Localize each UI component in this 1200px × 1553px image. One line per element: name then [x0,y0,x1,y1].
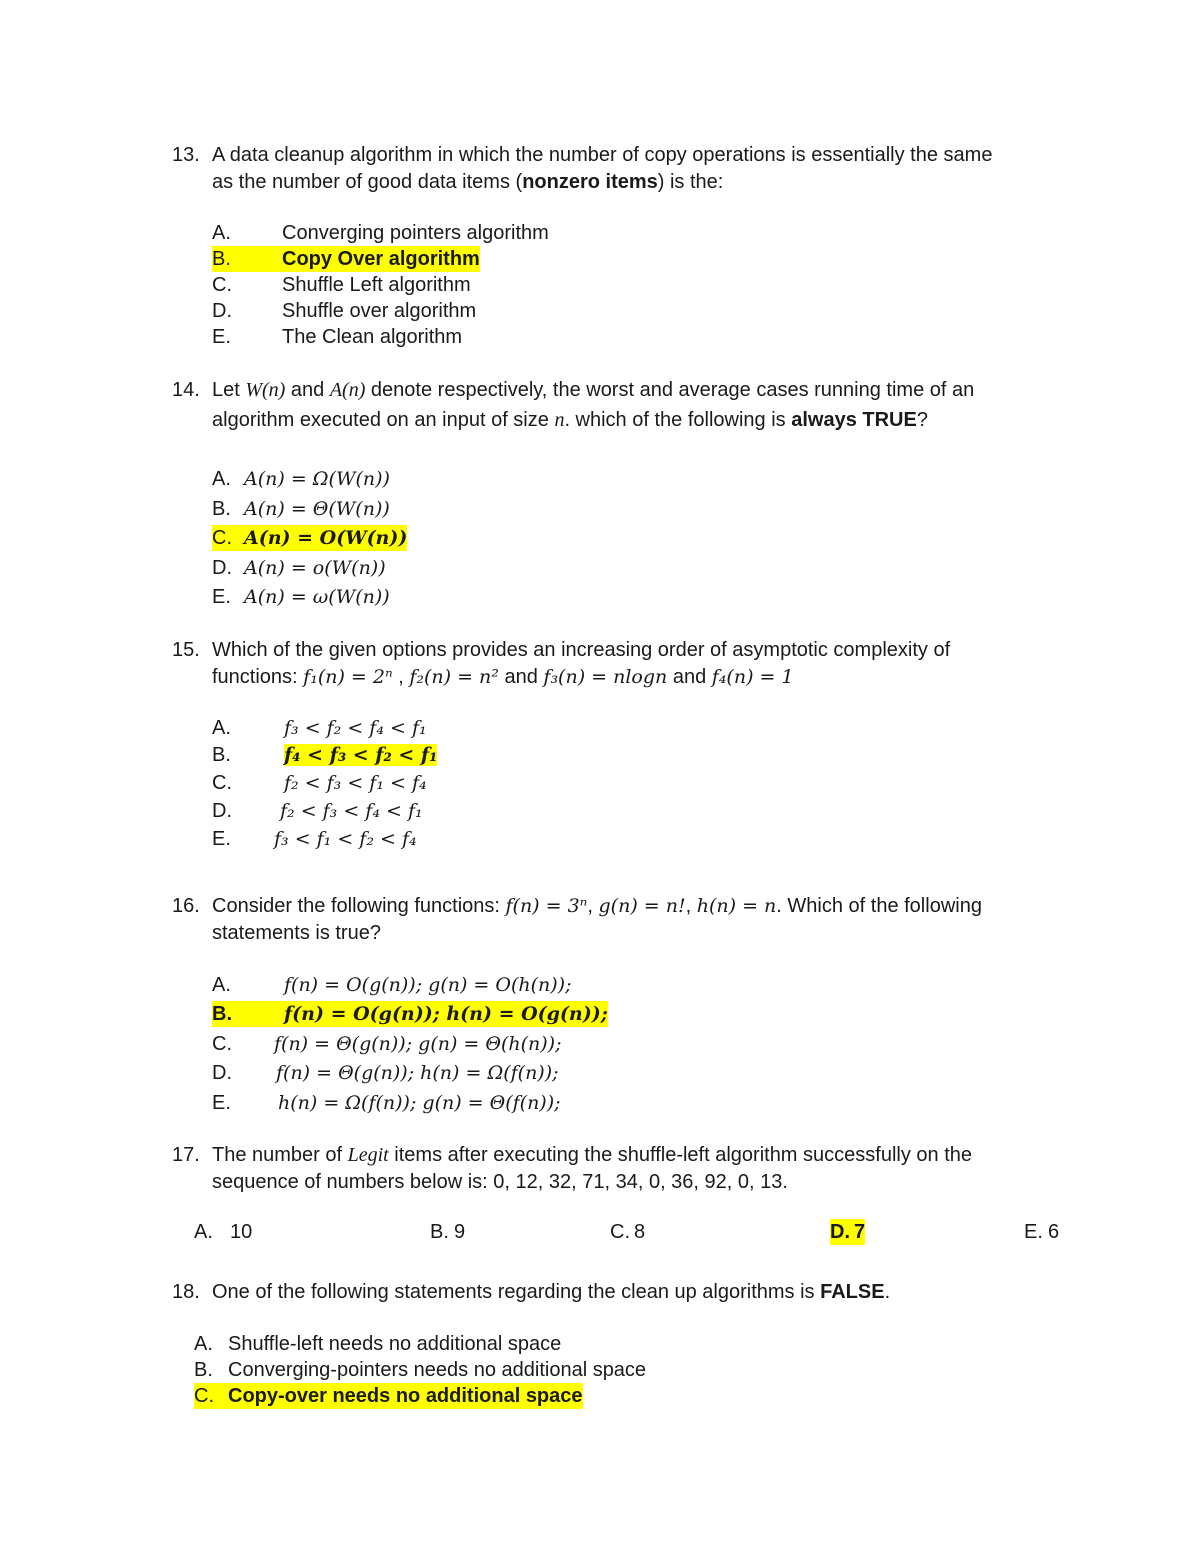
option-c[interactable]: C. f₂ < f₃ < f₁ < f₄ [212,772,427,794]
question-14 [172,375,1062,435]
option-a[interactable]: A. Shuffle-left needs no additional space [194,1333,562,1355]
question-number: 18. [172,1281,200,1303]
question-stem: Let W(n) and A(n) denote respectively, the worst and average cases running time of an algorithm executed on an input of size n. which of the following is always TRUE? [212,379,975,431]
option-b-correct[interactable]: B. f₄ < f₃ < f₂ < f₁ [212,744,438,766]
option-c[interactable]: C. 8 [610,1221,646,1243]
option-e[interactable]: E. f₃ < f₁ < f₂ < f₄ [212,828,417,850]
option-c-correct[interactable]: C. A(n) = O(W(n)) [212,527,408,549]
question-number: 15. [172,639,200,661]
option-e[interactable]: E. 6 [1024,1221,1060,1243]
question-number: 16. [172,895,200,917]
question-15 [172,637,1062,691]
option-b[interactable]: B. A(n) = Θ(W(n)) [212,498,390,520]
option-b-correct[interactable]: B. f(n) = O(g(n)); h(n) = O(g(n)); [212,1003,608,1025]
question-number: 17. [172,1144,200,1166]
question-stem: Consider the following functions: f(n) = 3ⁿ, g(n) = n!, h(n) = n. Which of the following statements is true? [212,895,982,944]
question-17 [172,1142,1062,1196]
question-stem: The number of Legit items after executing the shuffle-left algorithm successfully on the sequence of numbers below is: 0, 12, 32, 71, 34, 0, 36, 92, 0, 13. [212,1144,973,1193]
option-d[interactable]: D. f₂ < f₃ < f₄ < f₁ [212,800,423,822]
option-e[interactable]: E. A(n) = ω(W(n)) [212,586,390,608]
question-stem: Which of the given options provides an increasing order of asymptotic complexity of functions: f₁(n) = 2ⁿ , f₂(n) = n² and f₃(n) = nlogn and f₄(n) = 1 [212,639,951,688]
question-18 [172,1279,1062,1306]
option-a[interactable]: A. A(n) = Ω(W(n)) [212,468,390,490]
option-a[interactable]: A. f(n) = O(g(n)); g(n) = O(h(n)); [212,974,572,996]
question-stem: A data cleanup algorithm in which the number of copy operations is essentially the same as the number of good data items (nonzero items) is the: [212,144,993,193]
question-16 [172,893,1062,947]
option-a[interactable]: A. f₃ < f₂ < f₄ < f₁ [212,717,427,739]
option-d-correct[interactable]: D. 7 [830,1221,866,1243]
option-b[interactable]: B. 9 [430,1221,466,1243]
option-d[interactable]: D. A(n) = o(W(n)) [212,557,386,579]
option-c[interactable]: C. Shuffle Left algorithm [212,274,471,296]
option-d[interactable]: D. Shuffle over algorithm [212,300,477,322]
option-c-correct[interactable]: C. Copy-over needs no additional space [194,1385,583,1407]
option-c[interactable]: C. f(n) = Θ(g(n)); g(n) = Θ(h(n)); [212,1033,562,1055]
option-a[interactable]: A. Converging pointers algorithm [212,222,549,244]
option-e[interactable]: E. The Clean algorithm [212,326,463,348]
option-a[interactable]: A. 10 [194,1221,253,1243]
question-number: 13. [172,144,200,166]
option-b[interactable]: B. Converging-pointers needs no additional space [194,1359,647,1381]
option-e[interactable]: E. h(n) = Ω(f(n)); g(n) = Θ(f(n)); [212,1092,561,1114]
bold-term: nonzero items [522,171,658,193]
question-stem: One of the following statements regarding the clean up algorithms is FALSE. [212,1281,891,1303]
option-d[interactable]: D. f(n) = Θ(g(n)); h(n) = Ω(f(n)); [212,1062,559,1084]
option-b-correct[interactable]: B. Copy Over algorithm [212,248,480,270]
question-13 [172,142,1062,196]
question-number: 14. [172,379,200,401]
